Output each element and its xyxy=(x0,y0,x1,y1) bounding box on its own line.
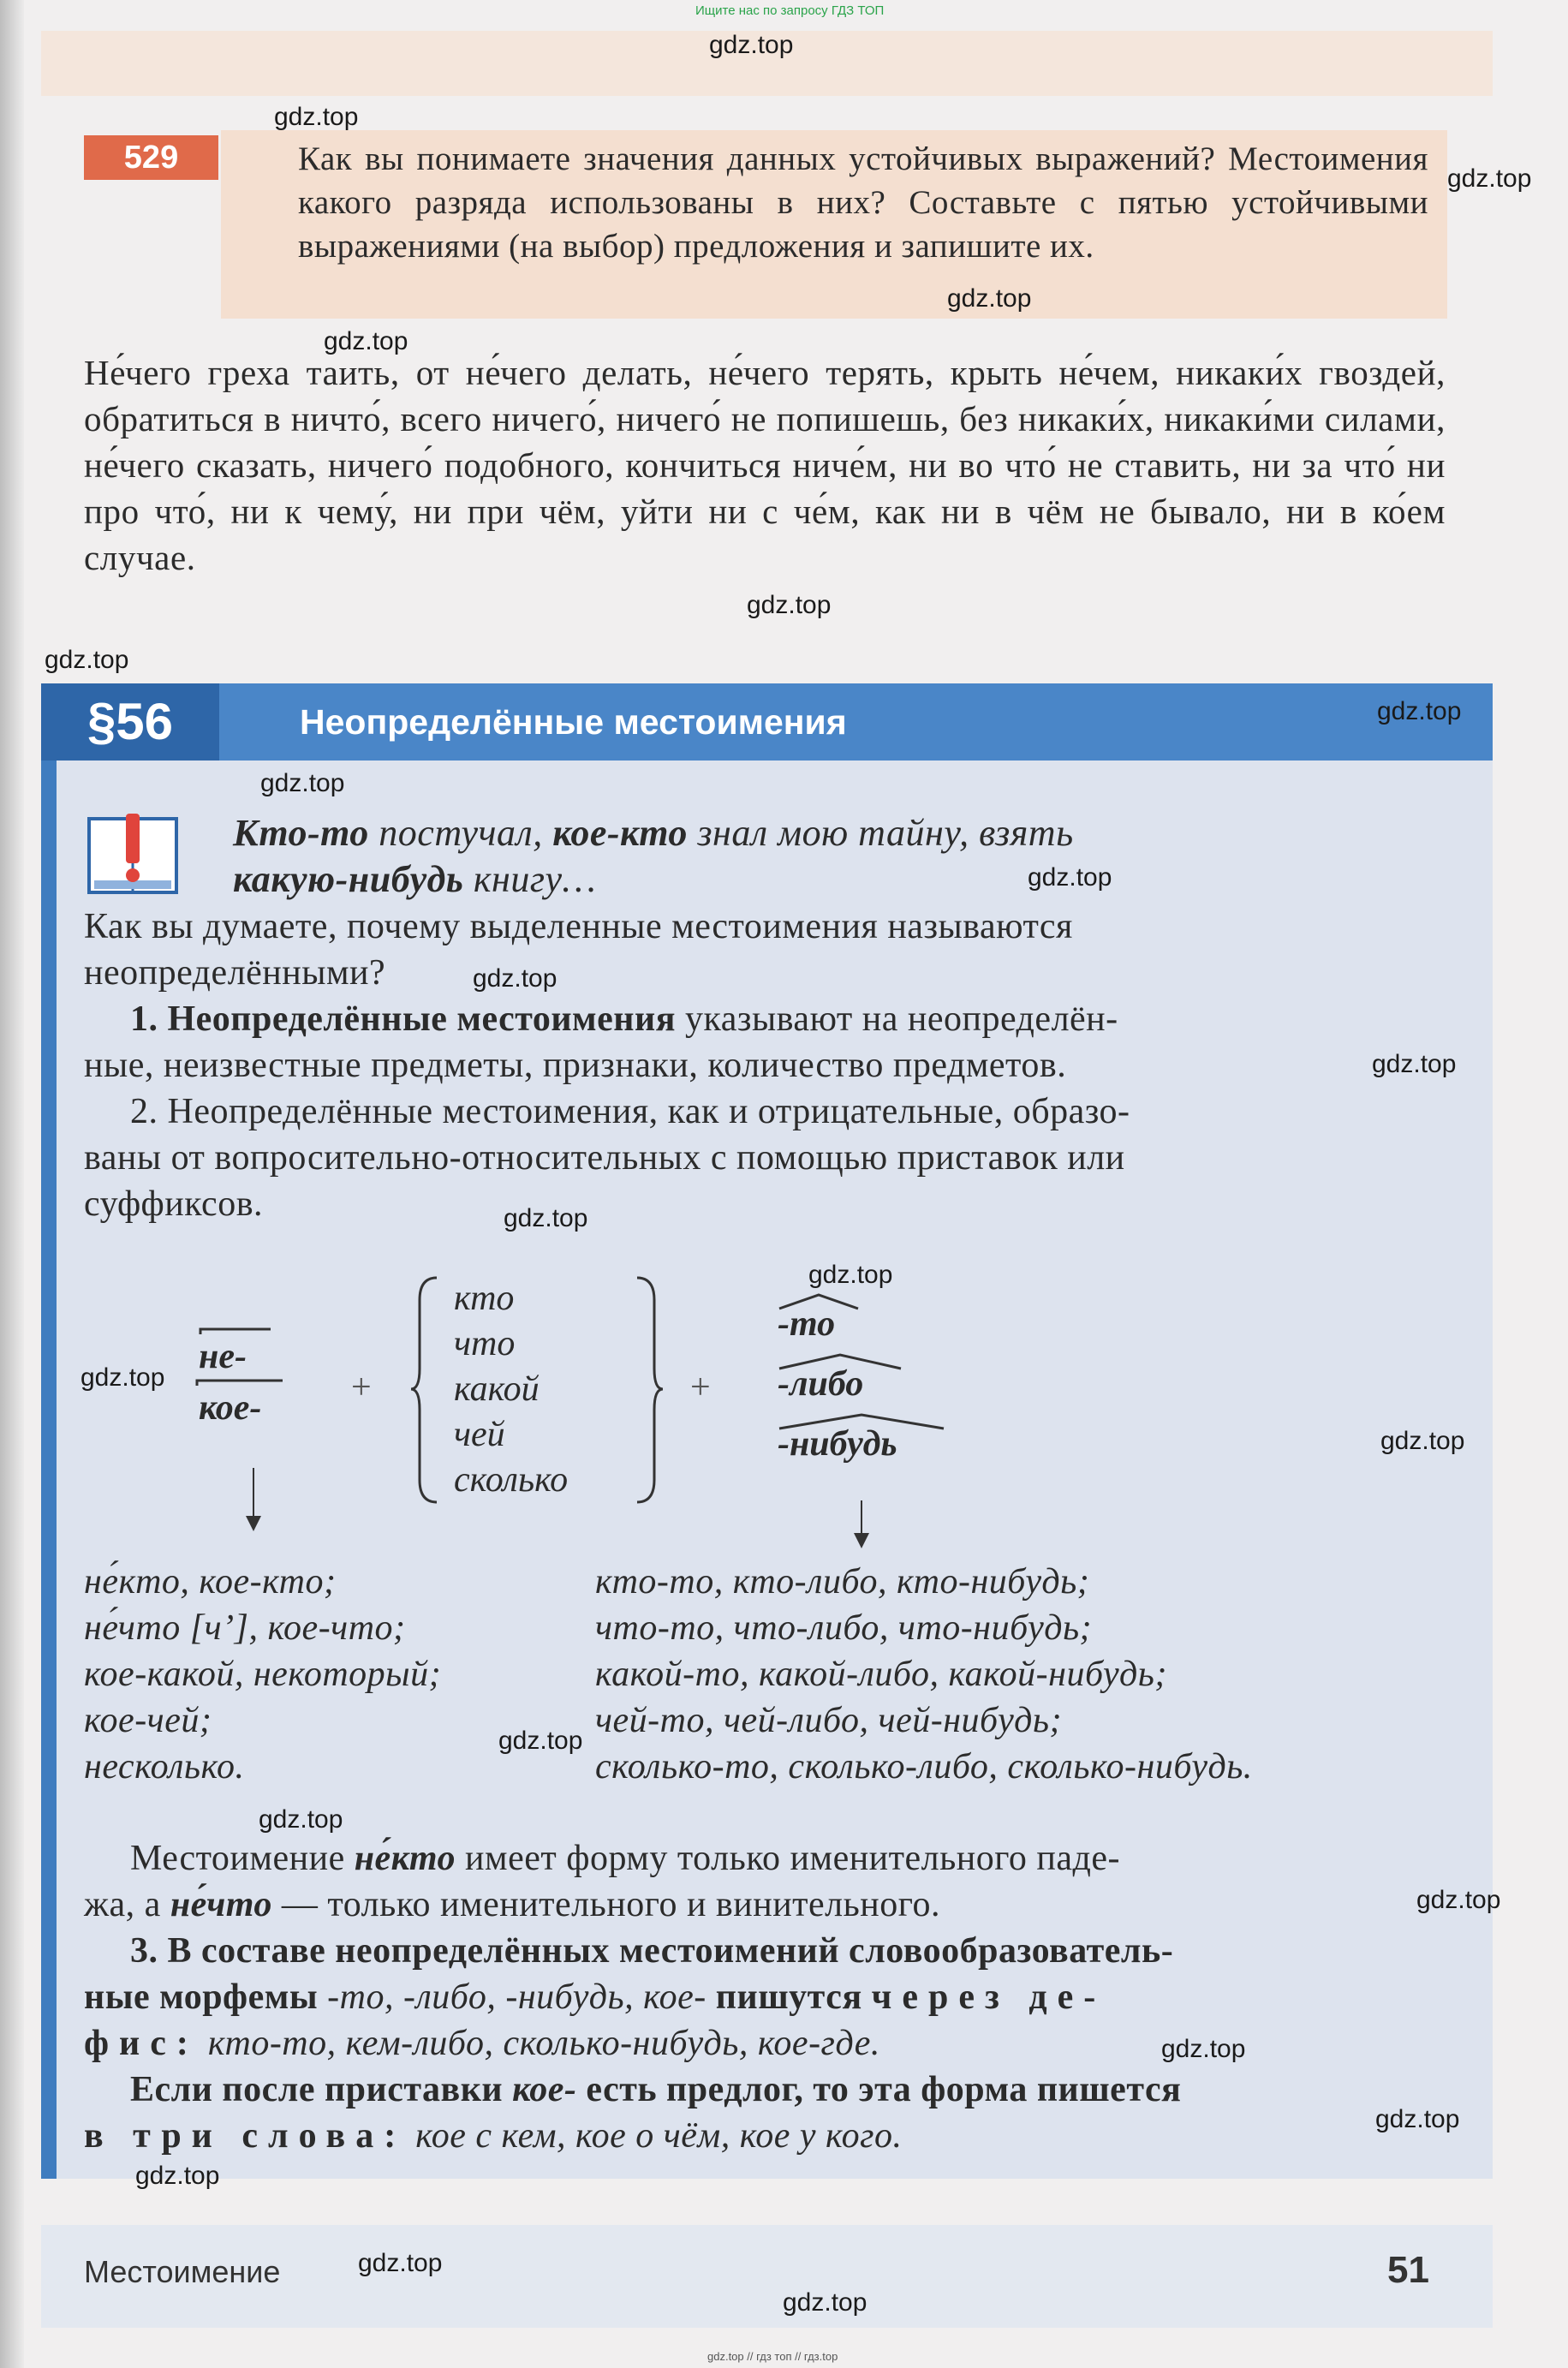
prefix-ne: не- xyxy=(199,1337,247,1376)
arrow-line xyxy=(861,1500,862,1535)
watermark: gdz.top xyxy=(358,2249,443,2277)
watermark: gdz.top xyxy=(135,2162,220,2190)
note-text: — только именительного и винительного. xyxy=(271,1885,940,1924)
left-brace xyxy=(408,1274,442,1506)
rule-2-line-3: суффиксов. xyxy=(84,1184,264,1224)
task-number: 529 xyxy=(84,135,218,180)
watermark: gdz.top xyxy=(808,1261,893,1289)
rule-text: указывают на неопределён- xyxy=(675,999,1118,1039)
rule-3-line-3 xyxy=(84,2020,880,2067)
prefix-mark xyxy=(194,1377,288,1387)
note-text: жа, а xyxy=(84,1885,170,1924)
root-word: какой xyxy=(454,1369,540,1409)
rule-spaced-text: в три слова: xyxy=(84,2116,407,2156)
watermark: gdz.top xyxy=(1372,1050,1457,1078)
rule-text: Если после приставки xyxy=(130,2070,513,2109)
rule-3-line-4 xyxy=(130,2067,1181,2113)
example-left: несколько. xyxy=(84,1747,245,1786)
prefix-mark xyxy=(197,1326,274,1336)
rule-1-line-2: ные, неизвестные предметы, признаки, количество предметов. xyxy=(84,1046,1067,1085)
example-right: кто-то, кто-либо, кто-нибудь; xyxy=(595,1562,1090,1602)
plus-sign: + xyxy=(690,1368,711,1407)
intro-text: книгу… xyxy=(463,858,597,900)
watermark: gdz.top xyxy=(504,1204,588,1232)
rule-examples: кто-то, кем-либо, сколько-нибудь, кое-где. xyxy=(198,2024,880,2063)
watermark: gdz.top xyxy=(274,103,359,131)
rule-3-line-5 xyxy=(84,2113,902,2159)
watermark: gdz.top xyxy=(498,1727,583,1755)
rule-1-line-1 xyxy=(130,996,1118,1042)
task-text: Как вы понимаете значения данных устойчивых выражений? Местоимения какого разряда использованы в них? Составьте с пятью устойчивыми выражениями (на выбор) предложения и запишите их. xyxy=(298,140,1428,265)
rule-morpheme: кое- xyxy=(512,2070,577,2109)
example-right: что-то, что-либо, что-нибудь; xyxy=(595,1608,1093,1648)
watermark: gdz.top xyxy=(1161,2035,1246,2063)
right-brace xyxy=(632,1274,666,1506)
watermark: gdz.top xyxy=(709,31,794,59)
plus-sign: + xyxy=(351,1368,372,1407)
watermark: gdz.top xyxy=(45,646,129,674)
root-word: чей xyxy=(454,1415,505,1454)
section-title: Неопределённые местоимения xyxy=(300,702,847,742)
watermark: gdz.top xyxy=(783,2288,867,2317)
watermark: gdz.top xyxy=(1380,1427,1465,1455)
intro-text: постучал, xyxy=(368,812,553,854)
section-number: §56 xyxy=(41,683,219,761)
rule-text: пишутся xyxy=(706,1977,872,2017)
example-left: не́что [ч’], кое-что; xyxy=(84,1608,406,1648)
watermark: gdz.top xyxy=(1375,2105,1460,2133)
note-word: не́кто xyxy=(354,1839,456,1878)
watermark: gdz.top xyxy=(1447,164,1532,193)
example-left: не́кто, кое-кто; xyxy=(84,1562,337,1602)
suffix-nibud: -нибудь xyxy=(778,1424,897,1464)
intro-line-1 xyxy=(233,810,1074,856)
footer-chapter: Местоимение xyxy=(84,2254,281,2289)
rule-2-line-2: ваны от вопросительно-относительных с помощью приставок или xyxy=(84,1138,1125,1178)
arrow-down-icon xyxy=(854,1533,869,1548)
example-right: какой-то, какой-либо, какой-нибудь; xyxy=(595,1655,1167,1694)
rule-text: есть предлог, то эта форма пишется xyxy=(576,2070,1182,2109)
arrow-line xyxy=(253,1468,254,1518)
rule-3-line-1: 3. В составе неопределённых местоимений словообразователь- xyxy=(130,1931,1174,1971)
watermark: gdz.top xyxy=(80,1363,165,1392)
watermark: gdz.top xyxy=(747,591,832,619)
bottom-notice: gdz.top // гдз топ // гдз.top xyxy=(707,2350,838,2363)
example-right: чей-то, чей-либо, чей-нибудь; xyxy=(595,1701,1062,1740)
rule-number: 1. xyxy=(130,999,168,1039)
root-word: сколько xyxy=(454,1460,569,1500)
page-number: 51 xyxy=(1387,2249,1429,2291)
intro-line-2 xyxy=(233,856,596,903)
note-word: не́что xyxy=(170,1885,272,1924)
highlighted-pronoun: Кто-то xyxy=(233,812,369,854)
note-text: имеет форму только именительного паде- xyxy=(456,1839,1121,1878)
note-line-2 xyxy=(84,1882,940,1928)
rule-spaced-text: через де- xyxy=(871,1977,1106,2017)
page-edge-shadow xyxy=(0,0,24,2368)
prefix-koe: кое- xyxy=(199,1388,262,1428)
rule-3-line-2 xyxy=(84,1974,1106,2020)
watermark: gdz.top xyxy=(1377,697,1462,725)
watermark: gdz.top xyxy=(259,1805,343,1834)
watermark: gdz.top xyxy=(473,964,557,993)
root-word: кто xyxy=(454,1279,515,1318)
rule-text: ные морфемы xyxy=(84,1977,328,2017)
example-left: кое-какой, некоторый; xyxy=(84,1655,442,1694)
section-stripe xyxy=(41,761,57,2179)
rule-morphemes: -то, -либо, -нибудь, кое- xyxy=(327,1977,706,2017)
arrow-down-icon xyxy=(246,1516,261,1531)
intro-text: знал мою тайну, взять xyxy=(687,812,1074,854)
suffix-to: -то xyxy=(778,1304,836,1344)
top-notice: Ищите нас по запросу ГДЗ ТОП xyxy=(695,3,885,18)
rule-term: Неопределённые местоимения xyxy=(167,999,676,1039)
example-right: сколько-то, сколько-либо, сколько-нибудь. xyxy=(595,1747,1253,1786)
book-exclamation-icon xyxy=(86,814,180,898)
highlighted-pronoun: какую-нибудь xyxy=(233,858,464,900)
question-line-2: неопределёнными? xyxy=(84,953,386,993)
rule-2-line-1: 2. Неопределённые местоимения, как и отрицательные, образо- xyxy=(130,1092,1130,1131)
highlighted-pronoun: кое-кто xyxy=(552,812,688,854)
watermark: gdz.top xyxy=(947,284,1032,313)
watermark: gdz.top xyxy=(1416,1886,1501,1914)
watermark: gdz.top xyxy=(260,769,345,797)
suffix-libo: -либо xyxy=(778,1364,864,1404)
root-word: что xyxy=(454,1324,516,1363)
rule-examples: кое с кем, кое о чём, кое у кого. xyxy=(406,2116,903,2156)
note-line-1 xyxy=(130,1835,1120,1882)
watermark: gdz.top xyxy=(324,327,408,355)
example-left: кое-чей; xyxy=(84,1701,212,1740)
question-line-1: Как вы думаете, почему выделенные местоимения называются xyxy=(84,907,1073,946)
watermark: gdz.top xyxy=(1028,863,1112,892)
task-answer: Не́чего греха таить, от не́чего делать, не́чего терять, крыть не́чем, никаки́х гвоздей, обратиться в ничто́, всего ничего́, ничего́ не попишешь, без никаки́х, никаки́ми силами, не́чего сказать, ничего́ подобного, кончиться ниче́м, ни во что́ не ставить, ни за что́ ни про что́, ни к чему́, ни при чём, уйти ни с че́м, как ни в чём не бывало, ни в ко́ем случае. xyxy=(84,353,1446,577)
rule-spaced-text: фис: xyxy=(84,2024,199,2063)
note-text: Местоимение xyxy=(130,1839,355,1878)
